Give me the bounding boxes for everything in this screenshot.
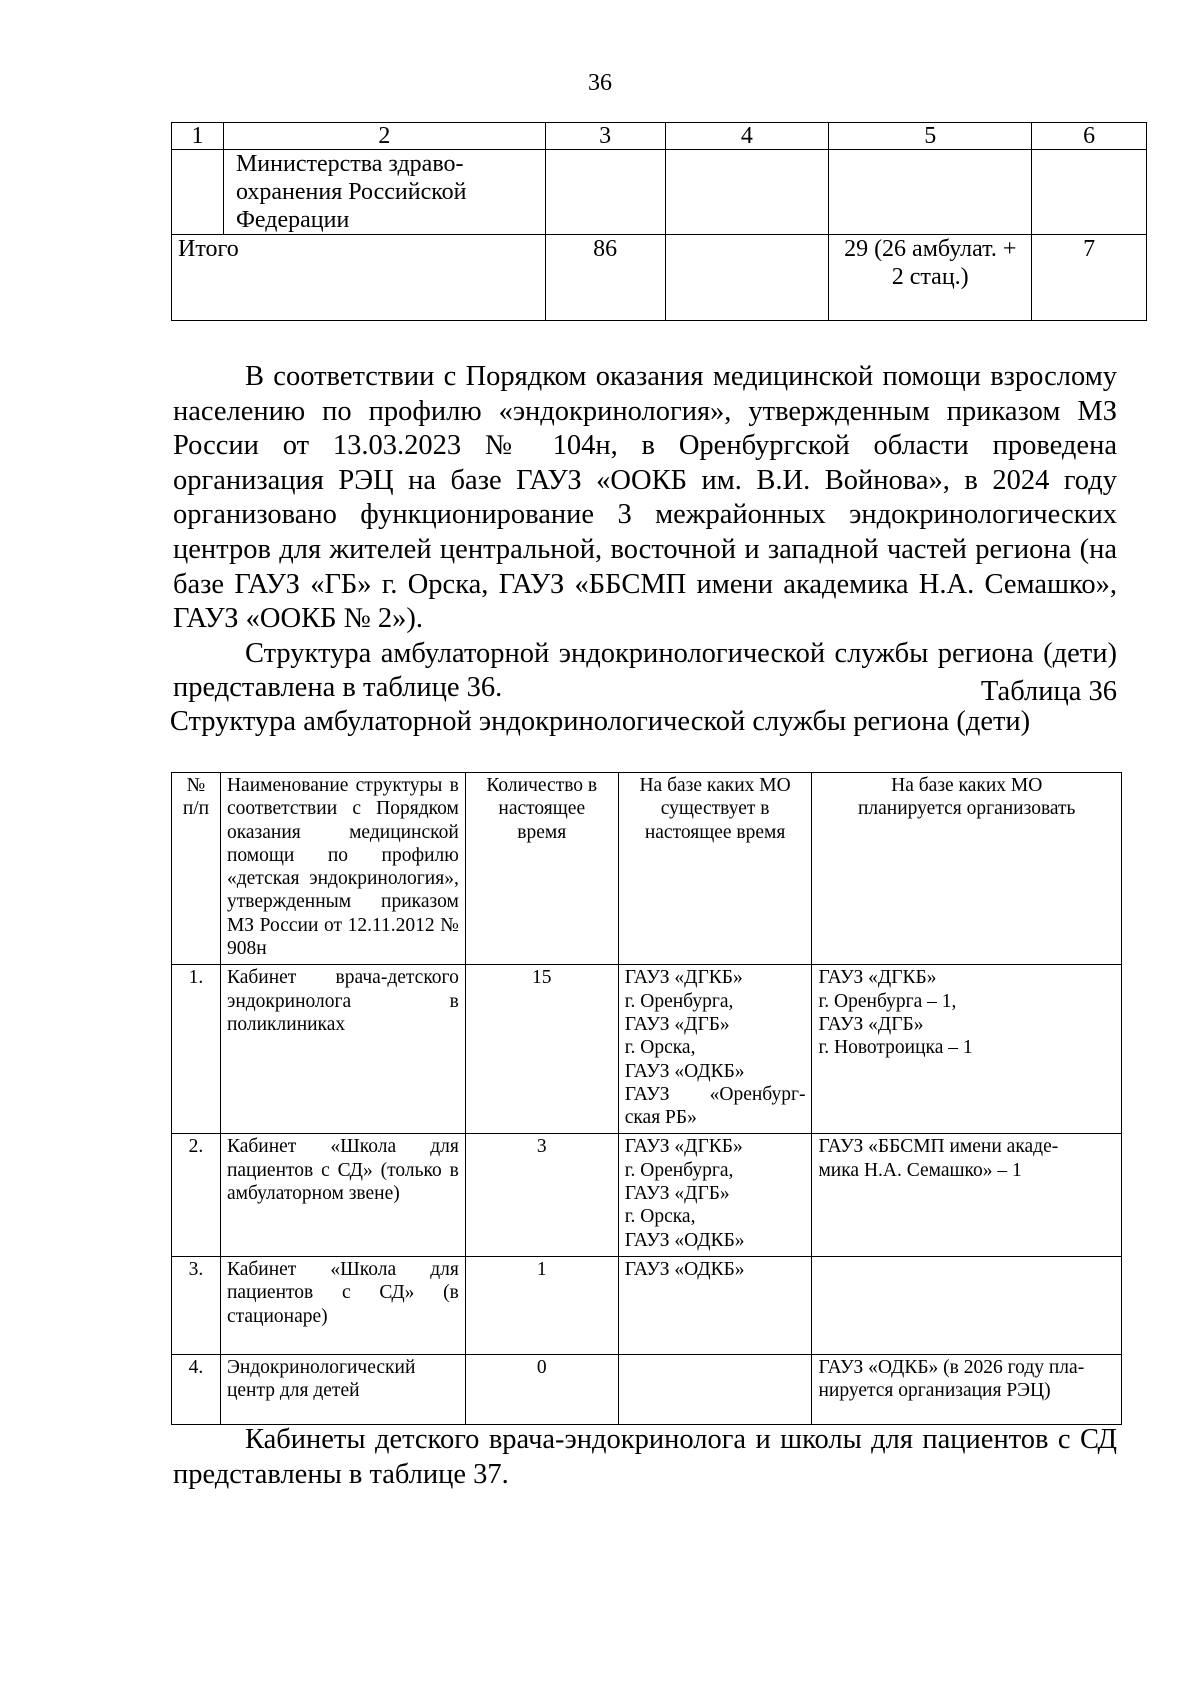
cell-line: Количество в xyxy=(486,775,598,796)
cell-line: 29 (26 амбулат. + xyxy=(844,236,1017,262)
table-row xyxy=(172,235,1147,321)
cell-line: Министерства здраво- xyxy=(235,151,464,177)
cell-line: ГАУЗ «ДГКБ» xyxy=(624,1136,743,1158)
row-number: 3. xyxy=(172,1256,221,1354)
cell-line: настоящее xyxy=(498,798,586,820)
cell-line: ГАУЗ «ДГБ» xyxy=(624,1183,730,1205)
body-text xyxy=(173,360,1117,706)
table-36 xyxy=(171,772,1122,1425)
header-cell: 3 xyxy=(545,123,665,150)
cell-line: ГАУЗ «ББСМП имени акаде- xyxy=(818,1136,1059,1158)
table-row xyxy=(172,965,1122,1134)
header-cell: 4 xyxy=(665,123,829,150)
table-cell xyxy=(829,235,1032,321)
table-header-row xyxy=(172,123,1147,150)
table-row xyxy=(172,150,1147,235)
header-cell-name: Наименование структуры в соответствии с Порядком оказания медицинской помощи по профилю «детская эндокринология», утвержденным приказом МЗ России от 12.11.2012 № 908н xyxy=(220,773,465,965)
row-name: Эндокринологический центр для детей xyxy=(220,1354,465,1424)
cell-line: г. Оренбурга – 1, xyxy=(818,990,957,1012)
page-number: 36 xyxy=(588,70,612,96)
cell-line: настоящее время xyxy=(644,821,786,843)
header-cell: 1 xyxy=(172,123,224,150)
table-cell xyxy=(829,150,1032,235)
cell-line: существует в xyxy=(660,798,770,820)
row-count: 0 xyxy=(465,1354,618,1424)
cell-line: нируется организация РЭЦ) xyxy=(818,1380,1051,1402)
row-name: Кабинет врача-детского эндокринолога в поликлиниках xyxy=(220,965,465,1134)
cell-line: На базе каких МО xyxy=(891,775,1043,796)
row-existing xyxy=(618,1256,812,1354)
table-cell xyxy=(545,150,665,235)
row-existing xyxy=(618,1134,812,1256)
cell-line: г. Оренбурга, xyxy=(624,1159,734,1181)
cell-line: время xyxy=(517,821,567,843)
row-name: Кабинет «Школа для пациентов с СД» (в стационаре) xyxy=(220,1256,465,1354)
row-planned xyxy=(812,1134,1122,1256)
cell-line: ГАУЗ «ОДКБ» xyxy=(624,1060,745,1082)
cell-line: ГАУЗ «ОДКБ» xyxy=(624,1229,745,1251)
header-cell-num xyxy=(172,773,221,965)
row-number: 1. xyxy=(172,965,221,1134)
cell-line: ГАУЗ «ДГБ» xyxy=(624,1013,730,1035)
cell-line: г. Орска, xyxy=(624,1206,696,1228)
table-cell xyxy=(1032,150,1147,235)
table-cell xyxy=(172,150,224,235)
continuation-table xyxy=(171,122,1147,321)
cell-line: ГАУЗ «ДГБ» xyxy=(818,1013,924,1035)
table-title: Структура амбулаторной эндокринологической службы региона (дети) xyxy=(169,706,1031,737)
cell-line: охранения Российской xyxy=(235,179,467,205)
paragraph: В соответствии с Порядком оказания медицинской помощи взрослому населению по профилю «эндокринология», утвержденным приказом МЗ России от 13.03.2023 № 104н, в Оренбургской области проведена организация РЭЦ на базе ГАУЗ «ООКБ им. В.И. Войнова», в 2024 году организовано функционирование 3 межрайонных эндокринологических центров для жителей центральной, восточной и западной частей региона (на базе ГАУЗ «ГБ» г. Орска, ГАУЗ «ББСМП имени академика Н.А. Семашко», ГАУЗ «ООКБ № 2»). xyxy=(173,361,1117,635)
row-existing xyxy=(618,965,812,1134)
cell-line: ГАУЗ «Оренбург- xyxy=(624,1083,806,1105)
table-row xyxy=(172,1256,1122,1354)
paragraph: Структура амбулаторной эндокринологической службы региона (дети) представлена в таблице 36. xyxy=(173,637,1117,704)
table-cell xyxy=(223,150,545,235)
cell-line: 2 стац.) xyxy=(891,264,969,290)
table-row xyxy=(172,1354,1122,1424)
cell-line: Федерации xyxy=(235,207,350,233)
table-cell xyxy=(665,235,829,321)
header-cell-count xyxy=(465,773,618,965)
row-count: 3 xyxy=(465,1134,618,1256)
cell-line: ГАУЗ «ДГКБ» xyxy=(818,967,937,989)
row-count: 15 xyxy=(465,965,618,1134)
cell-line: ГАУЗ «ДГКБ» xyxy=(624,967,743,989)
row-number: 2. xyxy=(172,1134,221,1256)
header-cell-existing xyxy=(618,773,812,965)
row-count: 1 xyxy=(465,1256,618,1354)
header-cell: 2 xyxy=(223,123,545,150)
table-cell: 86 xyxy=(545,235,665,321)
header-cell-planned xyxy=(812,773,1122,965)
cell-line: № xyxy=(186,775,206,796)
row-name: Кабинет «Школа для пациентов с СД» (только в амбулаторном звене) xyxy=(220,1134,465,1256)
row-planned xyxy=(812,1256,1122,1354)
table-header-row xyxy=(172,773,1122,965)
header-cell: 5 xyxy=(829,123,1032,150)
cell-line: мика Н.А. Семашко» – 1 xyxy=(818,1159,1022,1181)
cell-line: г. Оренбурга, xyxy=(624,990,734,1012)
cell-line: г. Орска, xyxy=(624,1037,696,1059)
row-planned xyxy=(812,1354,1122,1424)
cell-line: ская РБ» xyxy=(624,1107,697,1129)
cell-line: ГАУЗ «ОДКБ» (в 2026 году пла- xyxy=(818,1356,1085,1378)
cell-line: планируется организовать xyxy=(857,798,1076,820)
total-label: Итого xyxy=(172,235,546,321)
cell-line: ГАУЗ «ОДКБ» xyxy=(624,1258,745,1280)
row-number: 4. xyxy=(172,1354,221,1424)
row-existing xyxy=(618,1354,812,1424)
cell-line: На базе каких МО xyxy=(639,775,791,796)
table-label: Таблица 36 xyxy=(980,676,1117,707)
header-cell: 6 xyxy=(1032,123,1147,150)
body-text-bottom xyxy=(173,1423,1117,1492)
paragraph: Кабинеты детского врача-эндокринолога и школы для пациентов с СД представлены в таблице 37. xyxy=(173,1424,1117,1490)
row-planned xyxy=(812,965,1122,1134)
table-cell: 7 xyxy=(1032,235,1147,321)
table-row xyxy=(172,1134,1122,1256)
cell-line: п/п xyxy=(182,798,210,820)
cell-line: г. Новотроицка – 1 xyxy=(818,1037,973,1059)
table-cell xyxy=(665,150,829,235)
